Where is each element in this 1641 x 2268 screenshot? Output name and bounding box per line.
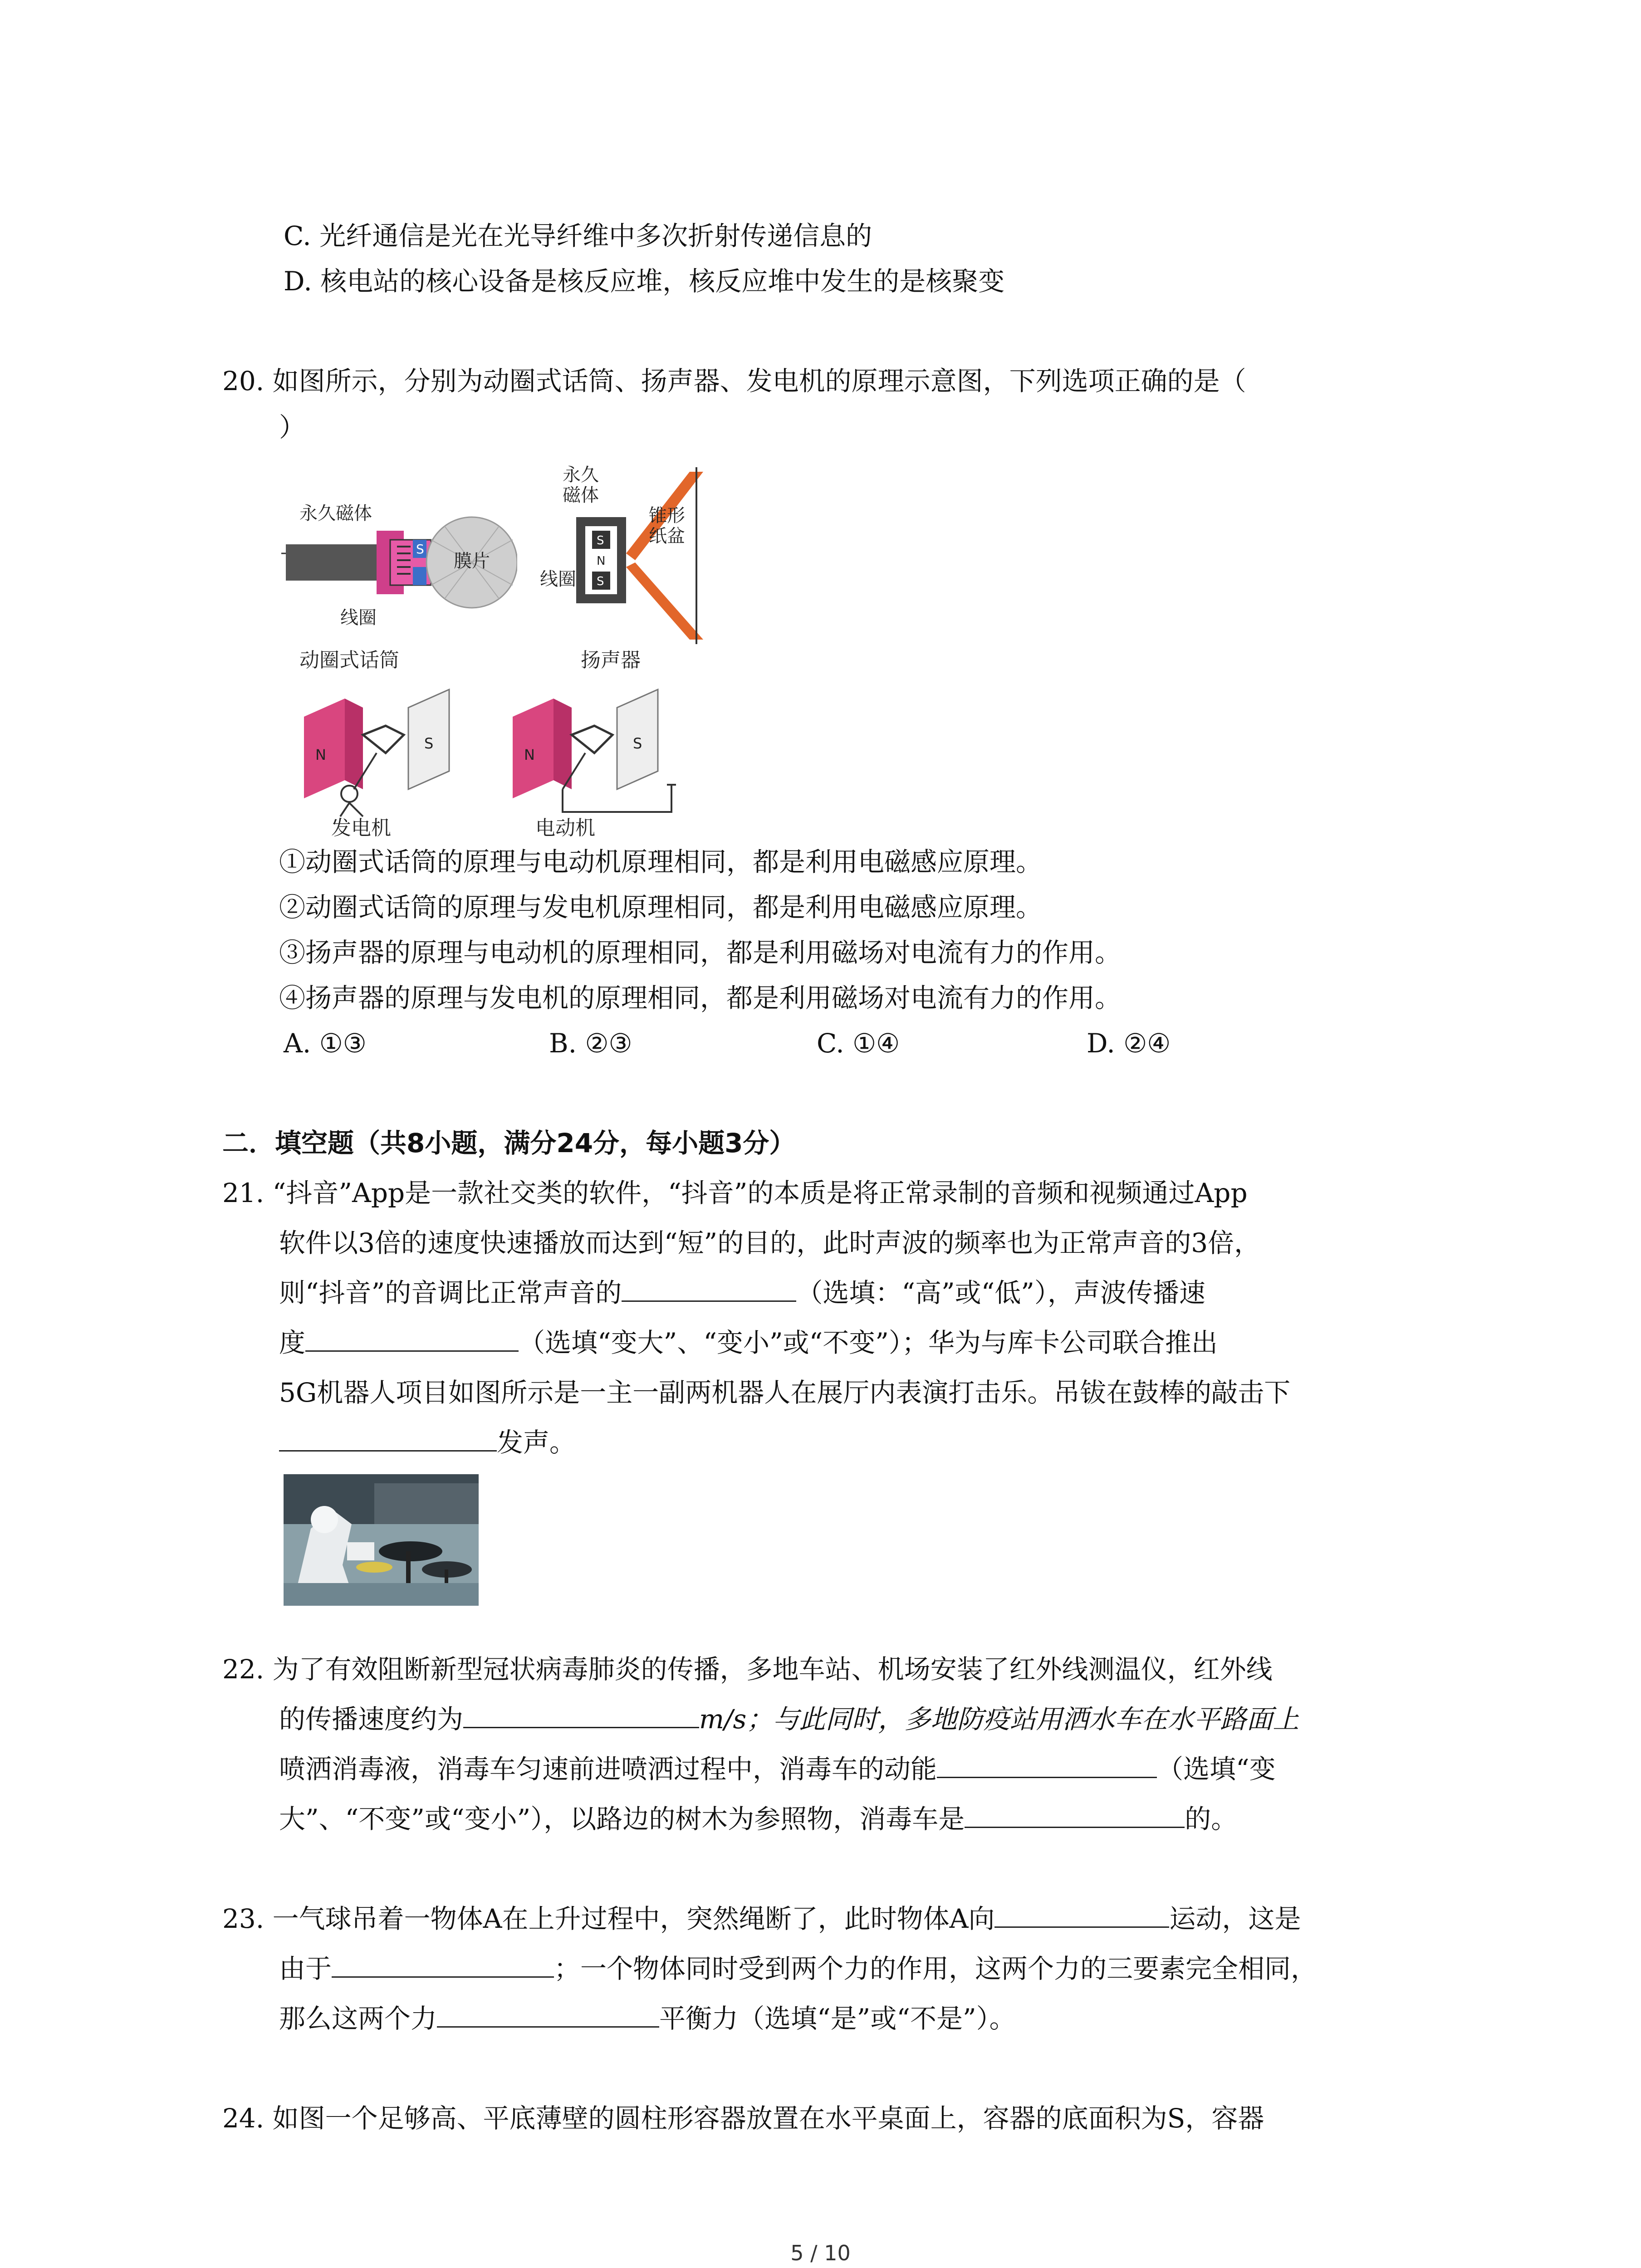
q21-blank-speed[interactable] xyxy=(305,1325,519,1352)
q21-line1: 21. “抖音”App是一款社交类的软件，“抖音”的本质是将正常录制的音频和视频通过App xyxy=(222,1178,1248,1208)
q20-statement-1: ①动圈式话筒的原理与电动机原理相同，都是利用电磁感应原理。 xyxy=(279,846,1043,877)
q23-line1-text-b: 运动，这是 xyxy=(1169,1903,1301,1934)
motor-diagram xyxy=(504,680,685,821)
mic-pole-s: S xyxy=(416,542,424,557)
microphone-diagram xyxy=(281,485,517,649)
speaker-title: 扬声器 xyxy=(581,649,641,672)
q22-line2 xyxy=(279,1701,1299,1737)
q22-line3-text: 喷洒消毒液，消毒车匀速前进喷洒过程中，消毒车的动能 xyxy=(279,1754,937,1784)
option-d-text: D. 核电站的核心设备是核反应堆，核反应堆中发生的是核聚变 xyxy=(284,266,1005,297)
q20-option-d: D. ②④ xyxy=(1087,1028,1171,1059)
speaker-cone-label1: 锥形 xyxy=(649,505,685,526)
speaker-pole-s2: S xyxy=(597,575,604,588)
q20-stem-line1: 20. 如图所示，分别为动圈式话筒、扬声器、发电机的原理示意图，下列选项正确的是（ xyxy=(222,366,1246,396)
q22-line2-text-b: m/s；与此同时，多地防疫站用洒水车在水平路面上 xyxy=(699,1704,1299,1735)
q20-statement-4: ④扬声器的原理与发电机的原理相同，都是利用磁场对电流有力的作用。 xyxy=(279,982,1122,1013)
speaker-diagram xyxy=(540,454,721,653)
motor-pole-n: N xyxy=(524,746,535,763)
q22-line3-text-b: （选填“变 xyxy=(1157,1754,1276,1784)
q23-line2-text-b: ；一个物体同时受到两个力的作用，这两个力的三要素完全相同， xyxy=(554,1953,1318,1984)
speaker-pole-n: N xyxy=(597,554,606,568)
q22-line4-text-b: 的。 xyxy=(1185,1804,1238,1834)
page-number: 5 / 10 xyxy=(790,2241,851,2265)
q23-line1 xyxy=(222,1901,1301,1937)
generator-diagram xyxy=(295,680,467,821)
motor-pole-s: S xyxy=(633,735,642,752)
q20-option-a: A. ①③ xyxy=(284,1028,367,1059)
generator-title: 发电机 xyxy=(331,816,391,840)
q21-line5: 5G机器人项目如图所示是一主一副两机器人在展厅内表演打击乐。吊钹在鼓棒的敲击下 xyxy=(279,1377,1291,1408)
speaker-magnet-label1: 永久 xyxy=(563,464,599,485)
q22-blank-speed[interactable] xyxy=(463,1701,699,1728)
mic-title: 动圈式话筒 xyxy=(299,649,399,672)
speaker-caption xyxy=(576,644,712,676)
q21-line4-text-b: （选填“变大”、“变小”或“不变”）；华为与库卡公司联合推出 xyxy=(519,1327,1218,1358)
q20-option-c: C. ①④ xyxy=(817,1028,900,1059)
speaker-magnet-label2: 磁体 xyxy=(563,485,599,506)
q21-line4 xyxy=(279,1325,1218,1361)
generator-pole-s: S xyxy=(424,735,434,752)
q22-line1: 22. 为了有效阻断新型冠状病毒肺炎的传播，多地车站、机场安装了红外线测温仪，红外线 xyxy=(222,1654,1273,1685)
q23-blank-direction[interactable] xyxy=(994,1901,1169,1928)
mic-diaphragm-label: 膜片 xyxy=(454,551,490,572)
q23-line3-text: 那么这两个力 xyxy=(279,2003,437,2034)
q22-blank-motion[interactable] xyxy=(965,1801,1185,1828)
generator-pole-n: N xyxy=(315,746,326,763)
q22-line2-text: 的传播速度约为 xyxy=(279,1704,464,1735)
speaker-cone-label2: 纸盆 xyxy=(649,526,685,547)
q22-blank-kinetic[interactable] xyxy=(937,1751,1157,1778)
q20-statement-3: ③扬声器的原理与电动机的原理相同，都是利用磁场对电流有力的作用。 xyxy=(279,937,1122,968)
q23-line3-text-b: 平衡力（选填“是”或“不是”）。 xyxy=(659,2003,1016,2034)
mic-caption xyxy=(295,644,485,676)
mic-magnet-label: 永久磁体 xyxy=(299,503,372,524)
q21-line3 xyxy=(279,1275,1205,1311)
q21-line3-text: 则“抖音”的音调比正常声音的 xyxy=(279,1277,622,1308)
mic-coil-label: 线圈 xyxy=(340,607,377,628)
q22-line3 xyxy=(279,1751,1276,1787)
q21-line4-text: 度 xyxy=(279,1327,306,1358)
q22-line4-text: 大”、“不变”或“变小”），以路边的树木为参照物，消毒车是 xyxy=(279,1804,965,1834)
q23-line3 xyxy=(279,2000,1016,2037)
q20-statement-2: ②动圈式话筒的原理与发电机原理相同，都是利用电磁感应原理。 xyxy=(279,892,1043,923)
motor-title: 电动机 xyxy=(535,816,595,840)
q22-line4 xyxy=(279,1801,1237,1837)
speaker-coil-label: 线圈 xyxy=(540,569,576,590)
q21-blank-pitch[interactable] xyxy=(622,1275,796,1302)
q24-line1: 24. 如图一个足够高、平底薄壁的圆柱形容器放置在水平桌面上，容器的底面积为S，容器 xyxy=(222,2103,1264,2134)
option-c-text: C. 光纤通信是光在光导纤维中多次折射传递信息的 xyxy=(284,220,872,251)
speaker-pole-s1: S xyxy=(597,534,604,547)
q23-line1-text: 23. 一气球吊着一物体A在上升过程中，突然绳断了，此时物体A向 xyxy=(222,1903,995,1934)
generator-motor-captions xyxy=(313,812,721,844)
q20-option-b: B. ②③ xyxy=(549,1028,632,1059)
q23-blank-balance[interactable] xyxy=(437,2001,659,2028)
robot-drum-photo xyxy=(284,1474,479,1606)
section-2-title: 二．填空题（共8小题，满分24分，每小题3分） xyxy=(222,1128,796,1158)
q20-stem-line2: ） xyxy=(279,412,306,443)
q21-blank-sound[interactable] xyxy=(279,1425,497,1452)
q21-line6 xyxy=(279,1424,576,1461)
q21-line6-text: 发声。 xyxy=(497,1427,576,1458)
q23-blank-reason[interactable] xyxy=(332,1951,554,1978)
q23-line2 xyxy=(279,1950,1317,1987)
q23-line2-text: 由于 xyxy=(279,1953,332,1984)
q21-line2: 软件以3倍的速度快速播放而达到“短”的目的，此时声波的频率也为正常声音的3倍， xyxy=(279,1227,1261,1258)
q21-line3-text-b: （选填：“高”或“低”），声波传播速 xyxy=(796,1277,1205,1308)
